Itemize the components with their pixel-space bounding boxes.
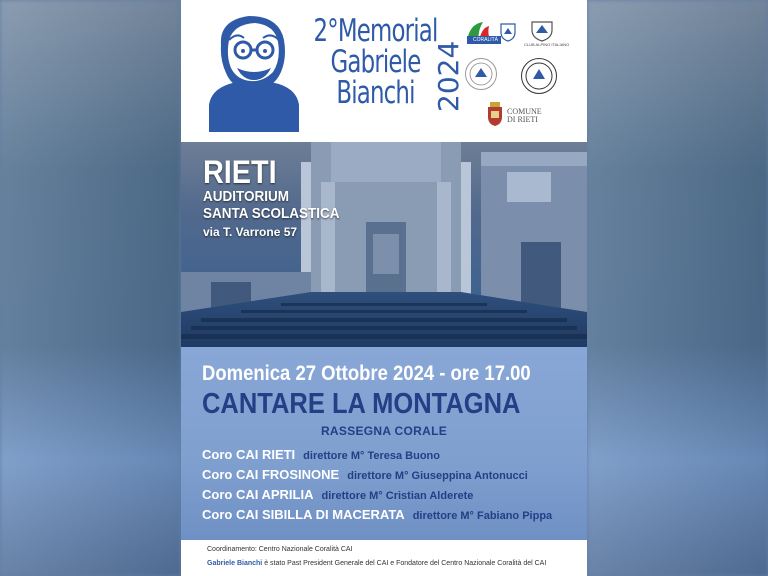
poster-header xyxy=(181,0,587,142)
coralita-logo xyxy=(465,18,503,48)
coordination-note: Coordinamento: Centro Nazionale Coralità CAI xyxy=(207,546,353,553)
choir-director: direttore M° Cristian Alderete xyxy=(321,490,474,502)
memorial-year: 2024 xyxy=(432,40,465,112)
event-poster xyxy=(181,0,587,576)
comune-di-rieti-crest xyxy=(487,102,503,126)
event-title: CANTARE LA MONTAGNA xyxy=(202,388,521,420)
choir-name: Coro CAI RIETI xyxy=(202,447,296,462)
bio-note xyxy=(207,560,546,567)
choir-name: Coro CAI SIBILLA DI MACERATA xyxy=(202,507,405,522)
coralita-label: CORALITÀ xyxy=(473,37,499,43)
blurred-background-right xyxy=(587,0,768,576)
cai-shield-logo xyxy=(499,22,517,42)
title-line-1: 2°Memorial xyxy=(313,13,438,49)
bio-text: è stato Past President Generale del CAI e Fondatore del Centro Nazionale Coralità del CAI xyxy=(262,560,547,567)
choir-list xyxy=(202,445,587,525)
title-line-2: Gabriele xyxy=(330,44,421,80)
choir-director: direttore M° Giuseppina Antonucci xyxy=(347,470,528,482)
choir-item xyxy=(202,505,587,525)
bio-name: Gabriele Bianchi xyxy=(207,560,263,567)
comune-line-2: DI RIETI xyxy=(507,115,538,124)
auditorium-photo xyxy=(181,142,587,347)
choir-name: Coro CAI APRILIA xyxy=(202,487,314,502)
choir-director: direttore M° Fabiano Pippa xyxy=(412,510,553,522)
event-subtitle: RASSEGNA CORALE xyxy=(320,424,448,438)
comune-di-rieti-label xyxy=(507,108,542,124)
cai-section-logo-2 xyxy=(521,58,557,94)
poster-footer xyxy=(181,540,587,576)
cai-label: CLUB ALPINO ITALIANO xyxy=(524,42,570,47)
cai-logo xyxy=(524,20,570,48)
choir-item xyxy=(202,445,587,465)
event-date-time: Domenica 27 Ottobre 2024 - ore 17.00 xyxy=(202,362,531,385)
choir-item xyxy=(202,485,587,505)
city-name: RIETI xyxy=(203,154,277,190)
choir-director: direttore M° Teresa Buono xyxy=(303,450,440,462)
choir-name: Coro CAI FROSINONE xyxy=(202,467,340,482)
venue-line-1: AUDITORIUM xyxy=(203,188,290,205)
title-line-3: Bianchi xyxy=(336,75,415,111)
comune-line-1: COMUNE xyxy=(507,107,542,116)
venue-address: via T. Varrone 57 xyxy=(203,225,298,239)
blurred-background-left xyxy=(0,0,181,576)
choir-item xyxy=(202,465,587,485)
location-block xyxy=(203,156,355,239)
cai-section-logo-1 xyxy=(465,58,497,90)
venue-line-2: SANTA SCOLASTICA xyxy=(203,205,340,222)
event-info-panel xyxy=(181,347,587,540)
